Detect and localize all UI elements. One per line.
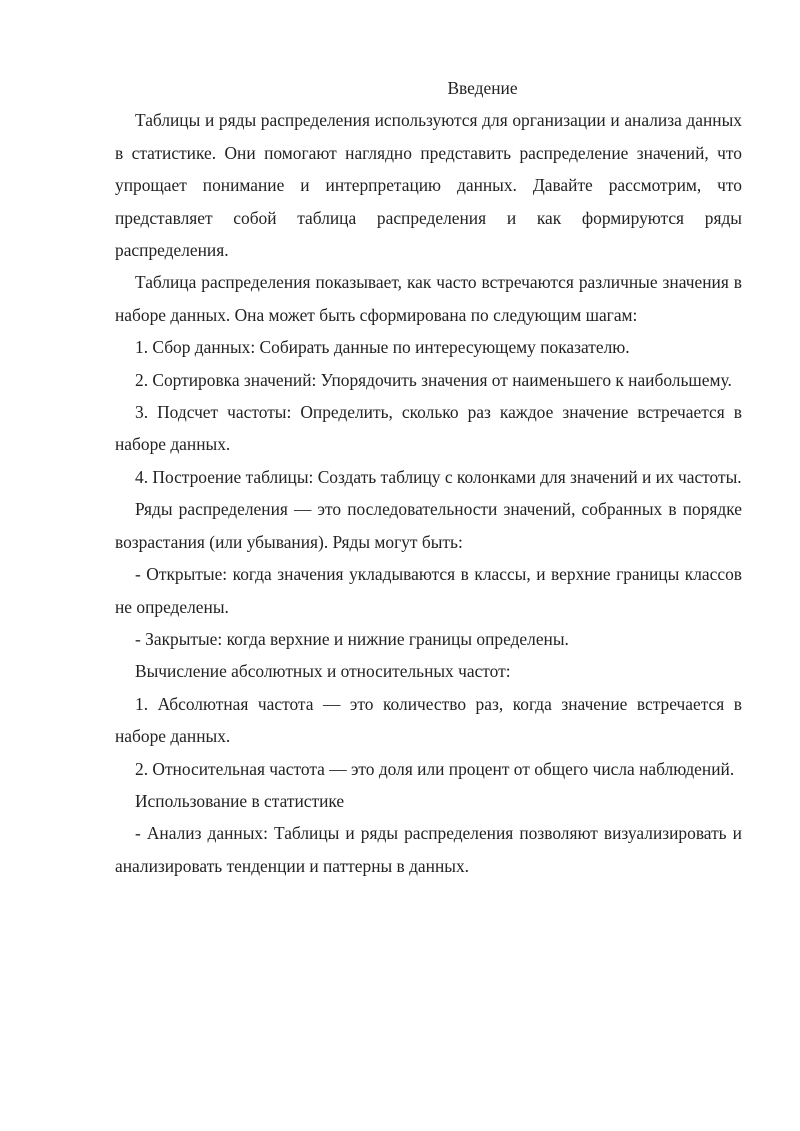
list-item-open-series: - Открытые: когда значения укладываются в классы, и верхние границы классов не определены. — [115, 564, 742, 617]
paragraph-table-definition: Таблица распределения показывает, как часто встречаются различные значения в наборе данных. Она может быть сформирована по следующим шагам: — [115, 272, 742, 325]
list-item-relative-frequency: 2. Относительная частота — это доля или процент от общего числа наблюдений. — [135, 758, 735, 779]
paragraph-frequencies-heading: Вычисление абсолютных и относительных частот: — [135, 661, 511, 682]
list-item-data-analysis: - Анализ данных: Таблицы и ряды распределения позволяют визуализировать и анализировать тенденции и паттерны в данных. — [115, 823, 742, 876]
list-item-step-1: 1. Сбор данных: Собирать данные по интересующему показателю. — [135, 337, 630, 358]
list-item-step-4: 4. Построение таблицы: Создать таблицу с колонками для значений и их частоты. — [135, 466, 742, 487]
document-body — [115, 72, 742, 882]
list-item-step-2: 2. Сортировка значений: Упорядочить значения от наименьшего к наибольшему. — [135, 369, 732, 390]
list-item-step-3: 3. Подсчет частоты: Определить, сколько раз каждое значение встречается в наборе данных. — [115, 402, 742, 455]
document-title: Введение — [447, 78, 518, 98]
list-item-closed-series: - Закрытые: когда верхние и нижние границы определены. — [135, 628, 569, 649]
paragraph-intro: Таблицы и ряды распределения используются для организации и анализа данных в статистике. Они помогают наглядно представить распределение значений, что упрощает понимание и интерпретацию данных. Давайте рассмотрим, что представляет собой таблица распределения и как формируются ряды распределения. — [115, 110, 742, 261]
paragraph-series-definition: Ряды распределения — это последовательности значений, собранных в порядке возрастания (или убывания). Ряды могут быть: — [115, 499, 742, 552]
paragraph-usage-heading: Использование в статистике — [135, 790, 345, 811]
list-item-absolute-frequency: 1. Абсолютная частота — это количество раз, когда значение встречается в наборе данных. — [115, 693, 742, 747]
